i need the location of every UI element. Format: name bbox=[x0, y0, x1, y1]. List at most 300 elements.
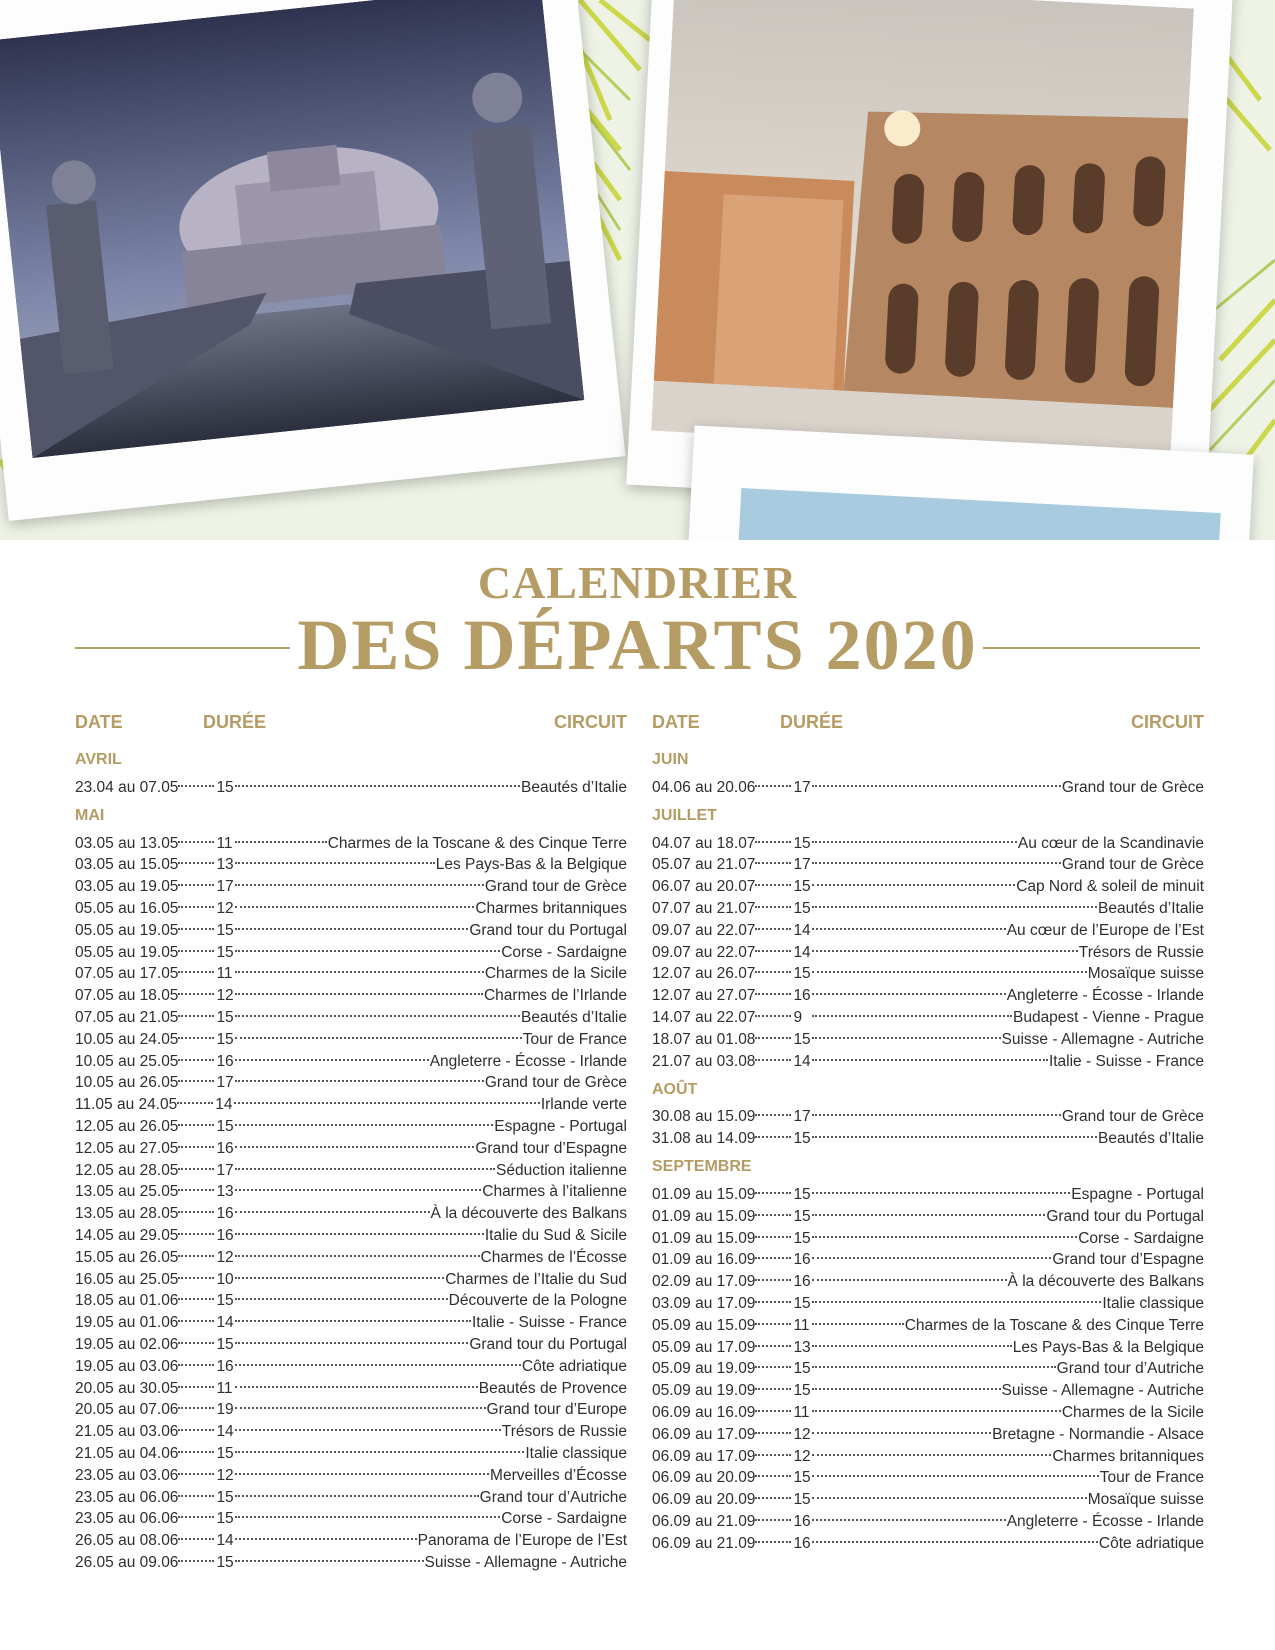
dot-leader-line bbox=[235, 1080, 483, 1082]
dot-leader bbox=[178, 1327, 214, 1349]
dot-leader bbox=[755, 935, 791, 957]
duration-days: 15 bbox=[793, 1185, 811, 1203]
dot-leader bbox=[235, 1545, 423, 1567]
departure-dates: 06.09 au 16.09 bbox=[652, 1403, 756, 1421]
dot-leader-line bbox=[755, 1454, 791, 1456]
dot-leader-line bbox=[755, 1323, 791, 1325]
dot-leader bbox=[812, 1439, 1051, 1461]
departure-row bbox=[652, 826, 1204, 852]
dot-leader-line bbox=[755, 1015, 791, 1017]
departure-dates: 04.06 au 20.06 bbox=[652, 778, 756, 796]
dot-leader bbox=[812, 957, 1086, 979]
departure-row bbox=[652, 1177, 1204, 1203]
dot-leader-line bbox=[755, 993, 791, 995]
departure-dates: 09.07 au 22.07 bbox=[652, 943, 756, 961]
dot-leader bbox=[812, 1308, 903, 1330]
dot-leader-line bbox=[235, 950, 500, 952]
dot-leader-line bbox=[235, 1211, 429, 1213]
duration-days: 15 bbox=[216, 943, 234, 961]
departure-dates: 19.05 au 01.06 bbox=[75, 1314, 179, 1332]
duration-days: 14 bbox=[216, 1423, 234, 1441]
column-headers bbox=[75, 712, 627, 740]
departure-row bbox=[75, 770, 627, 796]
dot-leader bbox=[755, 1121, 791, 1143]
dot-leader bbox=[178, 1414, 214, 1436]
calendar-column-left bbox=[75, 712, 627, 1571]
dot-leader bbox=[178, 1458, 214, 1480]
dot-leader bbox=[235, 1218, 483, 1240]
dot-leader bbox=[812, 1177, 1070, 1199]
duration-days: 17 bbox=[793, 856, 811, 874]
circuit-name: Charmes de l’Irlande bbox=[483, 987, 627, 1005]
dot-leader bbox=[235, 1066, 483, 1088]
duration-days: 17 bbox=[216, 1161, 234, 1179]
circuit-name: À la découverte des Balkans bbox=[1007, 1273, 1204, 1291]
dot-leader bbox=[178, 978, 214, 1000]
dot-leader bbox=[755, 913, 791, 935]
dot-leader-line bbox=[178, 1233, 214, 1235]
circuit-name: Beautés d’Italie bbox=[1098, 1130, 1204, 1148]
dot-leader-line bbox=[235, 1168, 495, 1170]
dot-leader bbox=[812, 826, 1016, 848]
departure-dates: 06.09 au 21.09 bbox=[652, 1534, 756, 1552]
dot-leader-line bbox=[178, 1364, 214, 1366]
dot-leader-line bbox=[235, 1255, 479, 1257]
dot-leader-line bbox=[235, 1189, 481, 1191]
departure-dates: 01.09 au 16.09 bbox=[652, 1251, 756, 1269]
dot-leader bbox=[235, 1523, 416, 1545]
dot-leader bbox=[812, 1286, 1101, 1308]
dot-leader-line bbox=[235, 1516, 500, 1518]
dot-leader bbox=[812, 1044, 1048, 1066]
dot-leader-line bbox=[178, 906, 214, 908]
dot-leader bbox=[235, 935, 500, 957]
duration-days: 16 bbox=[793, 1251, 811, 1269]
dot-leader-line bbox=[755, 1541, 791, 1543]
dot-leader-line bbox=[178, 1146, 214, 1148]
duration-days: 14 bbox=[215, 1096, 233, 1114]
dot-leader bbox=[812, 1264, 1006, 1286]
dot-leader bbox=[235, 1109, 493, 1131]
duration-days: 15 bbox=[793, 878, 811, 896]
duration-days: 14 bbox=[793, 1052, 811, 1070]
dot-leader bbox=[812, 1199, 1045, 1221]
duration-days: 15 bbox=[216, 1117, 234, 1135]
dot-leader bbox=[235, 1044, 428, 1066]
duration-days: 15 bbox=[216, 1510, 234, 1528]
departure-dates: 06.07 au 20.07 bbox=[652, 878, 756, 896]
dot-leader-line bbox=[235, 1560, 423, 1562]
duration-days: 15 bbox=[793, 1360, 811, 1378]
duration-days: 11 bbox=[793, 1316, 810, 1334]
circuit-name: Beautés d’Italie bbox=[521, 778, 627, 796]
dot-leader bbox=[235, 1480, 478, 1502]
dot-leader-line bbox=[235, 1386, 477, 1388]
dot-leader-line bbox=[755, 906, 791, 908]
dot-leader bbox=[812, 913, 1005, 935]
dot-leader bbox=[178, 826, 214, 848]
dot-leader bbox=[755, 1526, 791, 1548]
dot-leader-line bbox=[755, 1236, 791, 1238]
duration-days: 14 bbox=[793, 943, 811, 961]
dot-leader-line bbox=[755, 1257, 791, 1259]
circuit-name: Panorama de l’Europe de l’Est bbox=[417, 1532, 627, 1550]
dot-leader-line bbox=[812, 1454, 1051, 1456]
circuit-name: Grand tour d’Autriche bbox=[1056, 1360, 1204, 1378]
dot-leader-line bbox=[178, 1451, 214, 1453]
dot-leader-line bbox=[755, 785, 791, 787]
dot-leader bbox=[812, 1526, 1097, 1548]
dot-leader-line bbox=[812, 1432, 991, 1434]
dot-leader bbox=[755, 1504, 791, 1526]
photo-verona-arena bbox=[651, 0, 1194, 458]
dot-leader bbox=[235, 1022, 521, 1044]
dot-leader bbox=[755, 1286, 791, 1308]
circuit-name: Les Pays-Bas & la Belgique bbox=[1012, 1338, 1204, 1356]
duration-days: 15 bbox=[216, 778, 234, 796]
dot-leader bbox=[235, 826, 326, 848]
dot-leader bbox=[755, 1395, 791, 1417]
dot-leader-line bbox=[755, 950, 791, 952]
duration-days: 17 bbox=[793, 778, 811, 796]
dot-leader-line bbox=[755, 1519, 791, 1521]
dot-leader-line bbox=[812, 1519, 1005, 1521]
circuit-name: Suisse - Allemagne - Autriche bbox=[424, 1553, 627, 1571]
departure-dates: 12.07 au 26.07 bbox=[652, 965, 756, 983]
circuit-name: Espagne - Portugal bbox=[494, 1117, 627, 1135]
dot-leader bbox=[235, 1284, 447, 1306]
polaroid-frame-left bbox=[0, 0, 625, 521]
dot-leader-line bbox=[812, 1236, 1077, 1238]
dot-leader-line bbox=[812, 1015, 1012, 1017]
dot-leader-line bbox=[178, 1386, 214, 1388]
hero-photo-collage bbox=[0, 0, 1275, 540]
departure-dates: 05.05 au 16.05 bbox=[75, 899, 179, 917]
duration-days: 15 bbox=[216, 1292, 234, 1310]
dot-leader-line bbox=[755, 1475, 791, 1477]
duration-days: 16 bbox=[216, 1205, 234, 1223]
departure-dates: 06.09 au 21.09 bbox=[652, 1512, 756, 1530]
departure-dates: 26.05 au 08.06 bbox=[75, 1532, 179, 1550]
circuit-name: Grand tour d’Espagne bbox=[1052, 1251, 1204, 1269]
departure-dates: 20.05 au 30.05 bbox=[75, 1379, 179, 1397]
duration-days: 15 bbox=[793, 834, 811, 852]
circuit-name: Charmes à l’italienne bbox=[482, 1183, 627, 1201]
duration-days: 15 bbox=[216, 1553, 234, 1571]
dot-leader bbox=[812, 1461, 1098, 1483]
circuit-name: Grand tour du Portugal bbox=[469, 1335, 627, 1353]
duration-days: 15 bbox=[793, 1030, 811, 1048]
dot-leader-line bbox=[235, 1146, 474, 1148]
dot-leader bbox=[755, 957, 791, 979]
duration-days: 15 bbox=[793, 1130, 811, 1148]
dot-leader-line bbox=[235, 1495, 478, 1497]
dot-leader bbox=[178, 1066, 214, 1088]
dot-leader-line bbox=[177, 1102, 213, 1104]
circuit-name: Tour de France bbox=[522, 1030, 627, 1048]
dot-leader-line bbox=[755, 1388, 791, 1390]
dot-leader bbox=[235, 891, 474, 913]
departure-dates: 01.09 au 15.09 bbox=[652, 1229, 756, 1247]
dot-leader bbox=[755, 1199, 791, 1221]
calendar-column-right bbox=[652, 712, 1204, 1552]
dot-leader-line bbox=[755, 1059, 791, 1061]
dot-leader bbox=[235, 1371, 477, 1393]
dot-leader-line bbox=[235, 1037, 521, 1039]
dot-leader-line bbox=[178, 1189, 214, 1191]
dot-leader-line bbox=[178, 928, 214, 930]
duration-days: 10 bbox=[216, 1270, 234, 1288]
departure-dates: 10.05 au 24.05 bbox=[75, 1030, 179, 1048]
departure-dates: 23.05 au 06.06 bbox=[75, 1510, 179, 1528]
dot-leader-line bbox=[235, 1059, 428, 1061]
dot-leader bbox=[178, 1523, 214, 1545]
dot-leader bbox=[178, 1262, 214, 1284]
duration-days: 19 bbox=[216, 1401, 234, 1419]
departure-dates: 06.09 au 20.09 bbox=[652, 1491, 756, 1509]
dot-leader bbox=[235, 1414, 500, 1436]
duration-days: 14 bbox=[216, 1532, 234, 1550]
dot-leader bbox=[812, 848, 1060, 870]
departure-dates: 18.05 au 01.06 bbox=[75, 1292, 179, 1310]
dot-leader-line bbox=[178, 841, 214, 843]
dot-leader-line bbox=[812, 785, 1060, 787]
circuit-name: Trésors de Russie bbox=[501, 1423, 627, 1441]
dot-leader-line bbox=[235, 1277, 444, 1279]
circuit-name: Charmes de la Toscane & des Cinque Terre bbox=[904, 1316, 1204, 1334]
dot-leader bbox=[178, 913, 214, 935]
dot-leader-line bbox=[178, 1407, 214, 1409]
duration-days: 15 bbox=[216, 1444, 234, 1462]
duration-days: 15 bbox=[216, 921, 234, 939]
circuit-name: Côte adriatique bbox=[521, 1357, 627, 1375]
duration-days: 12 bbox=[216, 899, 234, 917]
month-heading: SEPTEMBRE bbox=[652, 1158, 752, 1176]
dot-leader-line bbox=[178, 1255, 214, 1257]
dot-leader-line bbox=[178, 862, 214, 864]
departure-dates: 05.09 au 19.09 bbox=[652, 1360, 756, 1378]
dot-leader bbox=[812, 891, 1097, 913]
duration-days: 13 bbox=[216, 1183, 234, 1201]
circuit-name: Mosaïque suisse bbox=[1087, 1491, 1204, 1509]
duration-days: 12 bbox=[793, 1425, 811, 1443]
dot-leader bbox=[755, 978, 791, 1000]
dot-leader-line bbox=[235, 1342, 468, 1344]
departure-dates: 12.05 au 27.05 bbox=[75, 1139, 179, 1157]
circuit-name: Italie - Suisse - France bbox=[471, 1314, 627, 1332]
dot-leader-line bbox=[178, 993, 214, 995]
circuit-name: Italie classique bbox=[525, 1444, 627, 1462]
dot-leader-line bbox=[178, 1538, 214, 1540]
dot-leader-line bbox=[178, 1516, 214, 1518]
dot-leader bbox=[812, 1482, 1086, 1504]
dot-leader-line bbox=[812, 1257, 1051, 1259]
dot-leader-line bbox=[812, 1114, 1060, 1116]
departure-dates: 05.07 au 21.07 bbox=[652, 856, 756, 874]
circuit-name: Grand tour de Grèce bbox=[484, 1074, 627, 1092]
circuit-name: Trésors de Russie bbox=[1078, 943, 1204, 961]
title-rule-right bbox=[983, 647, 1200, 649]
dot-leader-line bbox=[755, 841, 791, 843]
departure-dates: 05.09 au 17.09 bbox=[652, 1338, 756, 1356]
dot-leader bbox=[755, 891, 791, 913]
circuit-name: Tour de France bbox=[1099, 1469, 1204, 1487]
duration-days: 16 bbox=[793, 1273, 811, 1291]
header-circuit: CIRCUIT bbox=[554, 712, 627, 732]
dot-leader bbox=[178, 1218, 214, 1240]
dot-leader bbox=[235, 1327, 468, 1349]
dot-leader bbox=[235, 770, 520, 792]
circuit-name: Merveilles d’Écosse bbox=[490, 1466, 627, 1484]
circuit-name: Au cœur de l’Europe de l’Est bbox=[1006, 921, 1204, 939]
departure-dates: 11.05 au 24.05 bbox=[75, 1096, 178, 1114]
header-duree: DURÉE bbox=[203, 712, 267, 732]
dot-leader-line bbox=[178, 1211, 214, 1213]
departure-dates: 13.05 au 28.05 bbox=[75, 1205, 179, 1223]
duration-days: 11 bbox=[216, 965, 233, 983]
dot-leader bbox=[812, 1243, 1051, 1265]
departure-dates: 31.08 au 14.09 bbox=[652, 1130, 756, 1148]
duration-days: 15 bbox=[793, 1491, 811, 1509]
dot-leader-line bbox=[235, 1364, 520, 1366]
departure-dates: 19.05 au 02.06 bbox=[75, 1335, 179, 1353]
departure-dates: 13.05 au 25.05 bbox=[75, 1183, 179, 1201]
departure-dates: 14.05 au 29.05 bbox=[75, 1226, 179, 1244]
circuit-name: Charmes britanniques bbox=[1052, 1447, 1204, 1465]
dot-leader-line bbox=[812, 1323, 903, 1325]
dot-leader-line bbox=[755, 884, 791, 886]
dot-leader-line bbox=[755, 1114, 791, 1116]
dot-leader bbox=[235, 1175, 481, 1197]
circuit-name: Grand tour du Portugal bbox=[469, 921, 627, 939]
duration-days: 16 bbox=[793, 987, 811, 1005]
departure-dates: 05.09 au 15.09 bbox=[652, 1316, 756, 1334]
circuit-name: Grand tour de Grèce bbox=[1061, 778, 1204, 796]
departure-dates: 07.07 au 21.07 bbox=[652, 899, 756, 917]
circuit-name: Mosaïque suisse bbox=[1087, 965, 1204, 983]
dot-leader-line bbox=[178, 1059, 214, 1061]
dot-leader bbox=[755, 1308, 791, 1330]
circuit-name: Charmes de la Sicile bbox=[484, 965, 627, 983]
duration-days: 12 bbox=[793, 1447, 811, 1465]
circuit-name: Italie du Sud & Sicile bbox=[484, 1226, 627, 1244]
duration-days: 16 bbox=[793, 1534, 811, 1552]
dot-leader-line bbox=[755, 1432, 791, 1434]
dot-leader bbox=[178, 1305, 214, 1327]
circuit-name: Découverte de la Pologne bbox=[448, 1292, 627, 1310]
departure-dates: 06.09 au 17.09 bbox=[652, 1425, 756, 1443]
dot-leader bbox=[178, 1502, 214, 1524]
duration-days: 12 bbox=[216, 987, 234, 1005]
duration-days: 15 bbox=[793, 1294, 811, 1312]
departure-dates: 21.05 au 04.06 bbox=[75, 1444, 179, 1462]
departure-dates: 07.05 au 18.05 bbox=[75, 987, 179, 1005]
dot-leader-line bbox=[235, 1320, 471, 1322]
dot-leader-line bbox=[812, 1037, 1000, 1039]
departure-dates: 03.05 au 15.05 bbox=[75, 856, 179, 874]
header-date: DATE bbox=[652, 712, 700, 732]
circuit-name: Corse - Sardaigne bbox=[501, 943, 627, 961]
header-date: DATE bbox=[75, 712, 123, 732]
duration-days: 15 bbox=[793, 899, 811, 917]
dot-leader bbox=[235, 1240, 479, 1262]
dot-leader bbox=[812, 1000, 1012, 1022]
photo-sky-partial bbox=[736, 488, 1221, 540]
departure-dates: 12.05 au 26.05 bbox=[75, 1117, 179, 1135]
dot-leader bbox=[178, 891, 214, 913]
duration-days: 16 bbox=[216, 1226, 234, 1244]
dot-leader bbox=[235, 1196, 429, 1218]
departure-dates: 02.09 au 17.09 bbox=[652, 1273, 756, 1291]
departure-dates: 04.07 au 18.07 bbox=[652, 834, 756, 852]
duration-days: 16 bbox=[216, 1139, 234, 1157]
dot-leader-line bbox=[235, 928, 468, 930]
duration-days: 15 bbox=[793, 1207, 811, 1225]
dot-leader-line bbox=[755, 1410, 791, 1412]
dot-leader bbox=[812, 1100, 1060, 1122]
duration-days: 16 bbox=[793, 1512, 811, 1530]
departure-dates: 26.05 au 09.06 bbox=[75, 1553, 179, 1571]
dot-leader bbox=[235, 913, 468, 935]
dot-leader-line bbox=[812, 1345, 1011, 1347]
circuit-name: Côte adriatique bbox=[1098, 1534, 1204, 1552]
dot-leader-line bbox=[235, 1473, 489, 1475]
dot-leader bbox=[178, 770, 214, 792]
departure-row bbox=[652, 1100, 1204, 1126]
circuit-name: Charmes de la Sicile bbox=[1061, 1403, 1204, 1421]
dot-leader bbox=[178, 1480, 214, 1502]
dot-leader-line bbox=[235, 785, 520, 787]
duration-days: 16 bbox=[216, 1052, 234, 1070]
dot-leader bbox=[755, 1417, 791, 1439]
circuit-name: Grand tour de Grèce bbox=[1061, 856, 1204, 874]
dot-leader bbox=[812, 770, 1060, 792]
dot-leader bbox=[178, 957, 214, 979]
duration-days: 15 bbox=[793, 1382, 811, 1400]
circuit-name: Séduction italienne bbox=[496, 1161, 627, 1179]
duration-days: 14 bbox=[216, 1314, 234, 1332]
month-heading: JUIN bbox=[652, 751, 689, 768]
circuit-name: Grand tour d’Europe bbox=[486, 1401, 627, 1419]
dot-leader-line bbox=[235, 1233, 483, 1235]
departure-dates: 23.04 au 07.05 bbox=[75, 778, 179, 796]
circuit-name: Grand tour de Grèce bbox=[484, 878, 627, 896]
dot-leader bbox=[812, 978, 1005, 1000]
page-title-line2: DES DÉPARTS 2020 bbox=[297, 605, 978, 685]
dot-leader bbox=[812, 1221, 1077, 1243]
circuit-name: Espagne - Portugal bbox=[1071, 1185, 1204, 1203]
departure-dates: 21.07 au 03.08 bbox=[652, 1052, 756, 1070]
departure-dates: 15.05 au 26.05 bbox=[75, 1248, 179, 1266]
dot-leader bbox=[235, 1502, 500, 1524]
dot-leader-line bbox=[178, 950, 214, 952]
dot-leader-line bbox=[235, 971, 483, 973]
dot-leader bbox=[812, 935, 1077, 957]
dot-leader bbox=[755, 1221, 791, 1243]
circuit-name: Suisse - Allemagne - Autriche bbox=[1001, 1030, 1204, 1048]
dot-leader bbox=[755, 1044, 791, 1066]
column-headers bbox=[652, 712, 1204, 740]
duration-days: 12 bbox=[216, 1248, 234, 1266]
dot-leader-line bbox=[178, 1168, 214, 1170]
dot-leader bbox=[178, 1284, 214, 1306]
duration-days: 17 bbox=[793, 1108, 811, 1126]
departure-dates: 07.05 au 21.05 bbox=[75, 1008, 179, 1026]
dot-leader-line bbox=[812, 1301, 1101, 1303]
duration-days: 15 bbox=[793, 1229, 811, 1247]
circuit-name: Angleterre - Écosse - Irlande bbox=[429, 1052, 627, 1070]
departure-dates: 07.05 au 17.05 bbox=[75, 965, 179, 983]
